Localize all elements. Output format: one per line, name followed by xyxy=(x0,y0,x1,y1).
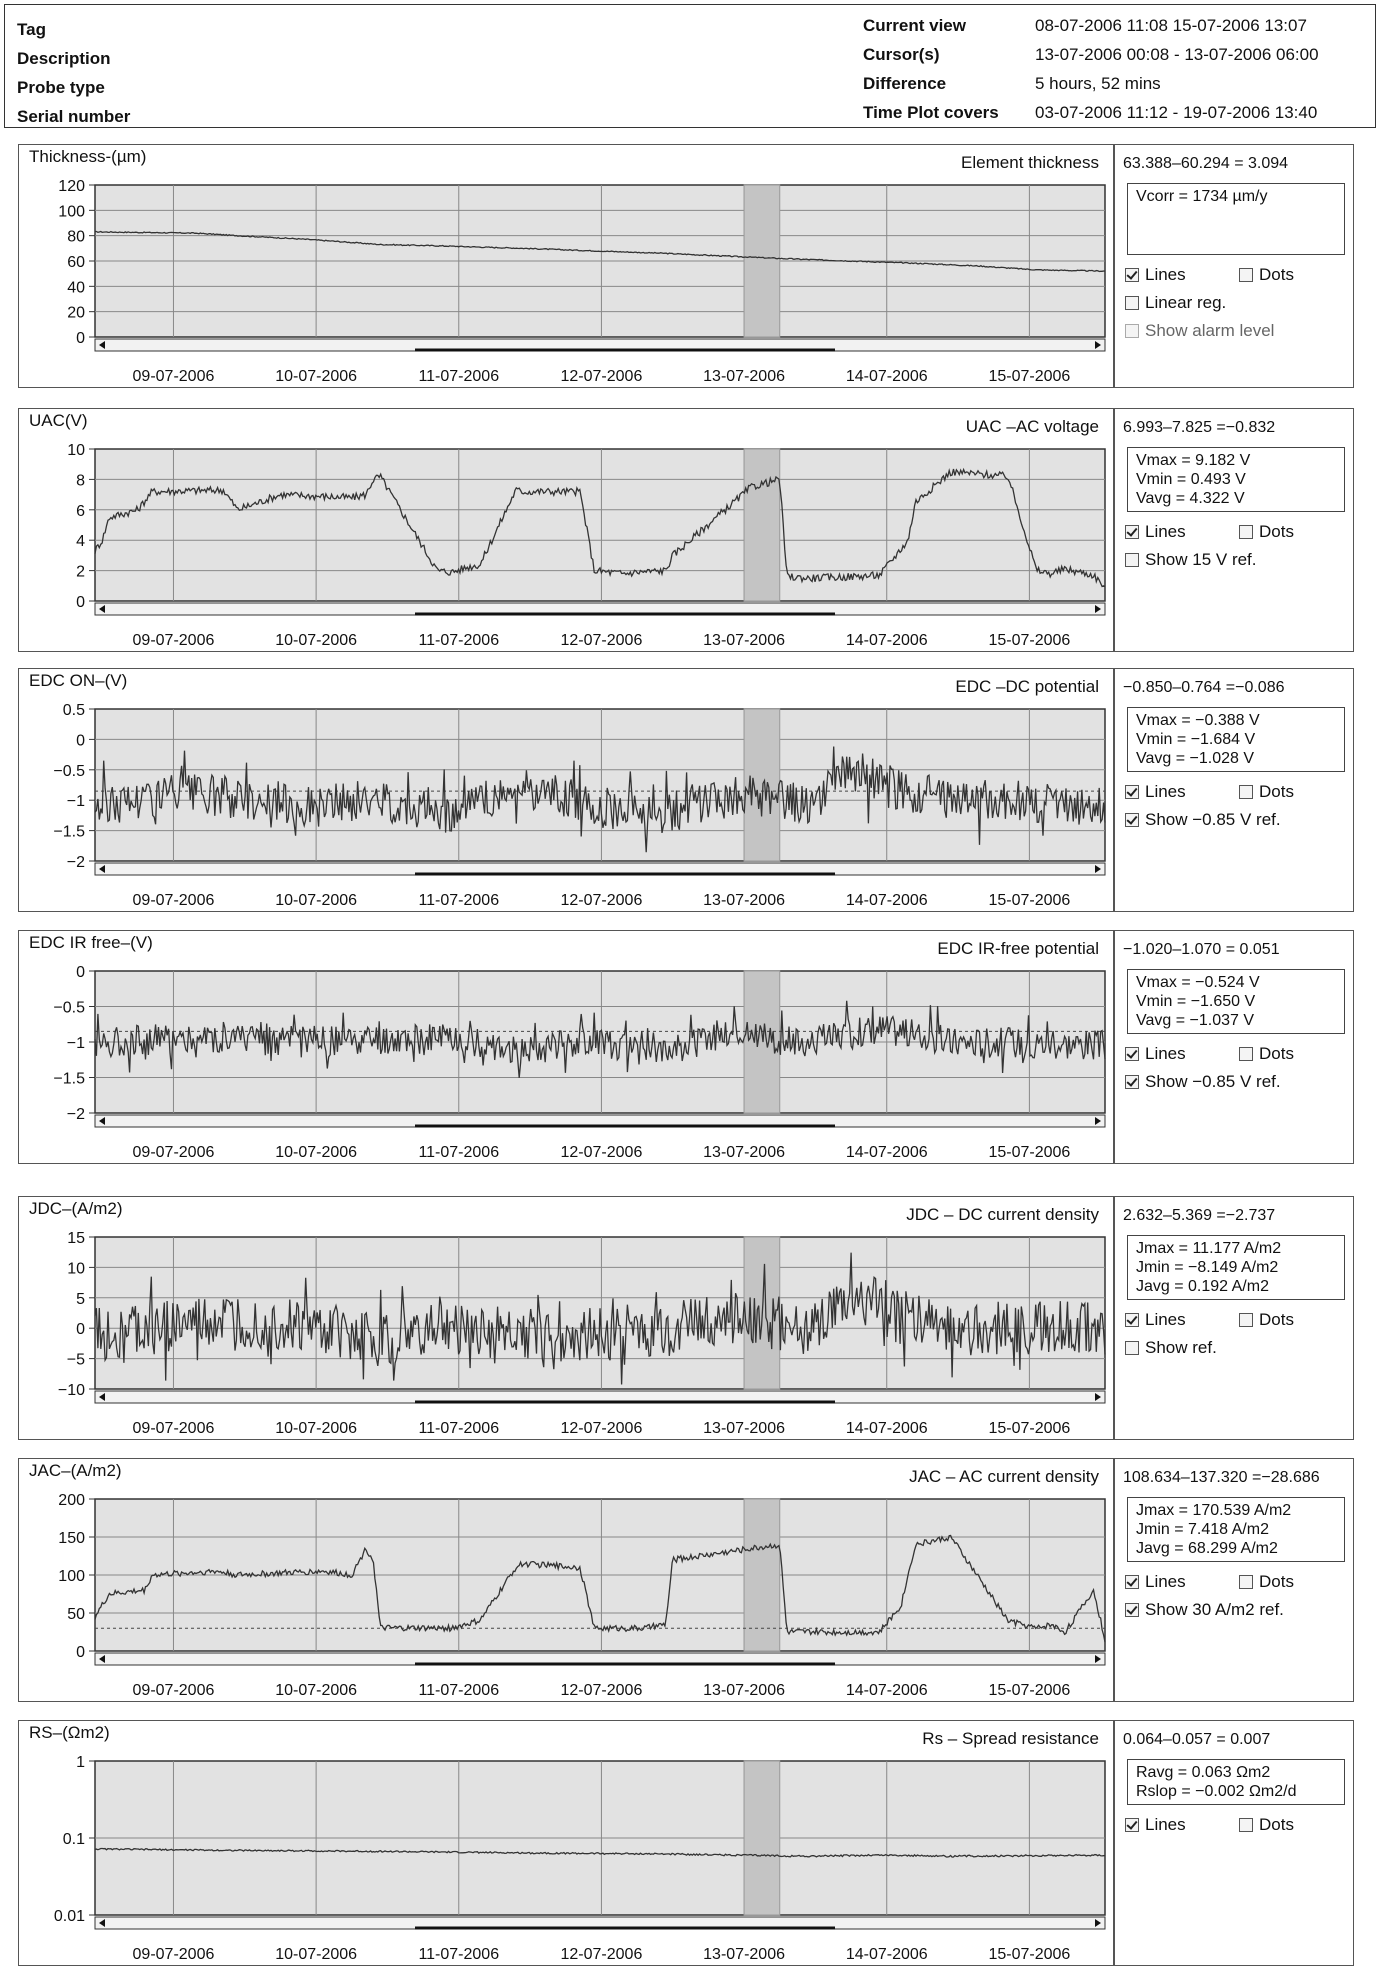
rs-option-lines[interactable] xyxy=(1125,1815,1186,1835)
option-label: Lines xyxy=(1145,265,1186,284)
header-left-labels xyxy=(17,15,130,131)
jac-ytick: 150 xyxy=(58,1530,85,1547)
edc_on-option-show-0-85-v-ref-[interactable] xyxy=(1125,810,1281,830)
thickness-cursor-difference: 63.388–60.294 = 3.094 xyxy=(1123,155,1289,172)
jdc-ytick: 15 xyxy=(67,1230,85,1247)
edc_on-xtick: 12-07-2006 xyxy=(560,892,643,909)
uac-stat-line: Vmax = 9.182 V xyxy=(1136,452,1251,469)
uac-stat-line: Vavg = 4.322 V xyxy=(1136,490,1245,507)
uac-cursor-difference: 6.993–7.825 =−0.832 xyxy=(1123,419,1276,436)
thickness-ylabel: Thickness-(µm) xyxy=(29,147,147,166)
rs-title: Rs – Spread resistance xyxy=(922,1729,1099,1748)
option-label: Show ref. xyxy=(1145,1338,1217,1357)
edc_on-xtick: 09-07-2006 xyxy=(132,892,215,909)
jdc-stat-line: Jmax = 11.177 A/m2 xyxy=(1136,1240,1282,1257)
thickness-ytick: 120 xyxy=(58,178,85,195)
jdc-ytick: −10 xyxy=(57,1382,85,1399)
thickness-panel xyxy=(18,144,1114,388)
edc_ir-xtick: 12-07-2006 xyxy=(560,1144,643,1161)
edc_on-stat-line: Vavg = −1.028 V xyxy=(1136,750,1255,767)
thickness-stat-line: Vcorr = 1734 µm/y xyxy=(1136,188,1268,205)
thickness-option-dots[interactable] xyxy=(1239,265,1294,285)
jac-ytick: 200 xyxy=(58,1492,85,1509)
checkbox-icon[interactable] xyxy=(1239,268,1253,282)
edc_ir-ytick: −2 xyxy=(66,1106,85,1123)
thickness-option-linear-reg-[interactable] xyxy=(1125,293,1226,313)
edc_on-xtick: 14-07-2006 xyxy=(845,892,928,909)
rs-cursor-difference: 0.064–0.057 = 0.007 xyxy=(1123,1731,1271,1748)
description-label: Description xyxy=(17,49,111,68)
jdc-xtick: 15-07-2006 xyxy=(988,1420,1071,1437)
jdc-xtick: 10-07-2006 xyxy=(275,1420,358,1437)
uac-ytick: 10 xyxy=(67,442,85,459)
current-view-key: Current view xyxy=(863,16,966,35)
rs-xtick: 14-07-2006 xyxy=(845,1946,928,1963)
jac-option-dots[interactable] xyxy=(1239,1572,1294,1592)
edc_on-cursor-difference: −0.850–0.764 =−0.086 xyxy=(1123,679,1285,696)
thickness-option-show-alarm-level[interactable] xyxy=(1125,321,1274,341)
time-plot-covers-value: 03-07-2006 11:12 - 19-07-2006 13:40 xyxy=(1035,103,1318,122)
thickness-cursor-band[interactable] xyxy=(744,185,780,337)
uac-option-dots[interactable] xyxy=(1239,522,1294,542)
option-label: Lines xyxy=(1145,1044,1186,1063)
uac-ytick: 8 xyxy=(76,472,85,490)
thickness-ytick: 100 xyxy=(58,203,85,221)
rs-xtick: 12-07-2006 xyxy=(560,1946,643,1963)
uac-xtick: 10-07-2006 xyxy=(275,632,358,649)
jac-stat-line: Jmax = 170.539 A/m2 xyxy=(1136,1502,1292,1519)
option-label: Lines xyxy=(1145,1572,1186,1591)
option-label: Dots xyxy=(1259,1815,1294,1834)
jdc-xtick: 11-07-2006 xyxy=(418,1420,500,1437)
edc_on-ytick: 0.5 xyxy=(62,702,85,719)
jac-ylabel: JAC–(A/m2) xyxy=(29,1461,122,1480)
jac-panel xyxy=(18,1458,1114,1702)
edc_ir-xtick: 11-07-2006 xyxy=(418,1144,500,1161)
uac-panel xyxy=(18,408,1114,652)
rs-stat-line: Ravg = 0.063 Ωm2 xyxy=(1136,1764,1271,1781)
rs-ylabel: RS–(Ωm2) xyxy=(29,1723,110,1742)
serial-number-label: Serial number xyxy=(17,107,131,126)
rs-xtick: 10-07-2006 xyxy=(275,1946,358,1963)
rs-xtick: 15-07-2006 xyxy=(988,1946,1071,1963)
checkbox-icon[interactable] xyxy=(1125,324,1139,338)
edc_ir-panel xyxy=(18,930,1114,1164)
uac-xtick: 14-07-2006 xyxy=(845,632,928,649)
jac-xtick: 13-07-2006 xyxy=(703,1682,786,1699)
jdc-stat-line: Jmin = −8.149 A/m2 xyxy=(1136,1259,1279,1276)
time-plot-covers-key: Time Plot covers xyxy=(863,103,999,122)
checkbox-icon[interactable] xyxy=(1125,1818,1139,1832)
edc_ir-title: EDC IR-free potential xyxy=(937,939,1099,958)
rs-ytick: 1 xyxy=(76,1754,85,1771)
edc_ir-cursor-difference: −1.020–1.070 = 0.051 xyxy=(1123,941,1280,958)
checkbox-icon[interactable] xyxy=(1239,785,1253,799)
uac-ytick: 4 xyxy=(76,533,85,551)
checkbox-icon[interactable] xyxy=(1239,525,1253,539)
option-label: Show −0.85 V ref. xyxy=(1145,810,1281,829)
thickness-option-lines[interactable] xyxy=(1125,265,1186,285)
edc_ir-stat-line: Vmin = −1.650 V xyxy=(1136,993,1256,1010)
edc_on-ytick: −1.5 xyxy=(53,823,85,841)
thickness-xtick: 12-07-2006 xyxy=(560,368,643,385)
edc_ir-ytick: −1.5 xyxy=(53,1070,85,1088)
uac-stat-line: Vmin = 0.493 V xyxy=(1136,471,1246,488)
checkbox-icon[interactable] xyxy=(1125,553,1139,567)
checkbox-icon[interactable] xyxy=(1125,1047,1139,1061)
edc_ir-option-lines[interactable] xyxy=(1125,1044,1186,1064)
thickness-ytick: 80 xyxy=(67,228,85,246)
jac-cursor-difference: 108.634–137.320 =−28.686 xyxy=(1123,1469,1320,1486)
edc_on-ytick: 0 xyxy=(76,732,85,750)
uac-option-lines[interactable] xyxy=(1125,522,1186,542)
jac-xtick: 09-07-2006 xyxy=(132,1682,215,1699)
difference-key: Difference xyxy=(863,74,947,93)
edc_on-ylabel: EDC ON–(V) xyxy=(29,671,128,690)
thickness-xtick: 10-07-2006 xyxy=(275,368,358,385)
option-label: Lines xyxy=(1145,1815,1186,1834)
rs-option-dots[interactable] xyxy=(1239,1815,1294,1835)
edc_ir-side-panel xyxy=(1114,930,1354,1164)
rs-xtick: 13-07-2006 xyxy=(703,1946,786,1963)
checkbox-icon[interactable] xyxy=(1125,296,1139,310)
edc_ir-xtick: 13-07-2006 xyxy=(703,1144,786,1161)
edc_on-panel xyxy=(18,668,1114,912)
edc_on-title: EDC –DC potential xyxy=(955,677,1099,696)
edc_on-xtick: 15-07-2006 xyxy=(988,892,1071,909)
jac-stats-box xyxy=(1127,1497,1345,1562)
thickness-xtick: 14-07-2006 xyxy=(845,368,928,385)
thickness-xtick: 11-07-2006 xyxy=(418,368,500,385)
rs-cursor-band[interactable] xyxy=(744,1761,780,1915)
option-label: Dots xyxy=(1259,1310,1294,1329)
jac-xtick: 12-07-2006 xyxy=(560,1682,643,1699)
thickness-ytick: 20 xyxy=(67,304,85,322)
rs-ytick: 0.01 xyxy=(53,1908,85,1925)
jdc-option-dots[interactable] xyxy=(1239,1310,1294,1330)
header-right-keys xyxy=(863,11,999,127)
edc_ir-option-dots[interactable] xyxy=(1239,1044,1294,1064)
rs-xtick: 11-07-2006 xyxy=(418,1946,500,1963)
jac-xtick: 15-07-2006 xyxy=(988,1682,1071,1699)
jdc-cursor-difference: 2.632–5.369 =−2.737 xyxy=(1123,1207,1276,1224)
jac-xtick: 11-07-2006 xyxy=(418,1682,500,1699)
jac-title: JAC – AC current density xyxy=(909,1467,1099,1486)
jdc-option-show-ref-[interactable] xyxy=(1125,1338,1217,1358)
jdc-xtick: 13-07-2006 xyxy=(703,1420,786,1437)
edc_ir-stat-line: Vmax = −0.524 V xyxy=(1136,974,1260,991)
thickness-ytick: 0 xyxy=(76,330,85,347)
option-label: Show alarm level xyxy=(1145,321,1275,340)
thickness-xtick: 09-07-2006 xyxy=(132,368,215,385)
rs-stat-line: Rslop = −0.002 Ωm2/d xyxy=(1136,1783,1297,1800)
info-header xyxy=(4,4,1376,128)
uac-side-panel xyxy=(1114,408,1354,652)
option-label: Dots xyxy=(1259,265,1294,284)
jac-option-lines[interactable] xyxy=(1125,1572,1186,1592)
uac-ylabel: UAC(V) xyxy=(29,411,88,430)
jac-option-show-30-a-m2-ref-[interactable] xyxy=(1125,1600,1284,1620)
edc_on-option-dots[interactable] xyxy=(1239,782,1294,802)
uac-ytick: 2 xyxy=(76,563,85,581)
option-label: Dots xyxy=(1259,1044,1294,1063)
checkbox-icon[interactable] xyxy=(1125,268,1139,282)
checkbox-icon[interactable] xyxy=(1125,1603,1139,1617)
uac-xtick: 12-07-2006 xyxy=(560,632,643,649)
uac-ytick: 6 xyxy=(76,502,85,520)
checkbox-icon[interactable] xyxy=(1125,1341,1139,1355)
jdc-stats-box xyxy=(1127,1235,1345,1300)
checkbox-icon[interactable] xyxy=(1125,1075,1139,1089)
edc_on-ytick: −2 xyxy=(66,854,85,871)
edc_ir-ytick: −0.5 xyxy=(53,999,85,1017)
edc_ir-xtick: 10-07-2006 xyxy=(275,1144,358,1161)
uac-option-show-15-v-ref-[interactable] xyxy=(1125,550,1257,570)
checkbox-icon[interactable] xyxy=(1125,1313,1139,1327)
edc_on-stat-line: Vmax = −0.388 V xyxy=(1136,712,1260,729)
jdc-ytick: 5 xyxy=(76,1290,85,1308)
option-label: Show 30 A/m2 ref. xyxy=(1145,1600,1284,1619)
edc_on-side-panel xyxy=(1114,668,1354,912)
jdc-ytick: −5 xyxy=(66,1351,85,1369)
edc_on-xtick: 11-07-2006 xyxy=(418,892,500,909)
jac-xtick: 10-07-2006 xyxy=(275,1682,358,1699)
jdc-title: JDC – DC current density xyxy=(906,1205,1099,1224)
edc_ir-ytick: −1 xyxy=(66,1035,85,1052)
jdc-ytick: 0 xyxy=(76,1321,85,1339)
uac-cursor-band[interactable] xyxy=(744,449,780,601)
jac-xtick: 14-07-2006 xyxy=(845,1682,928,1699)
option-label: Dots xyxy=(1259,782,1294,801)
uac-xtick: 13-07-2006 xyxy=(703,632,786,649)
rs-panel xyxy=(18,1720,1114,1966)
thickness-ytick: 40 xyxy=(67,279,85,297)
option-label: Dots xyxy=(1259,522,1294,541)
jdc-stat-line: Javg = 0.192 A/m2 xyxy=(1136,1278,1269,1295)
option-label: Show 15 V ref. xyxy=(1145,550,1257,569)
checkbox-icon[interactable] xyxy=(1239,1818,1253,1832)
current-view-value: 08-07-2006 11:08 15-07-2006 13:07 xyxy=(1035,16,1307,35)
thickness-xtick: 13-07-2006 xyxy=(703,368,786,385)
jdc-xtick: 12-07-2006 xyxy=(560,1420,643,1437)
thickness-title: Element thickness xyxy=(961,153,1099,172)
jdc-ylabel: JDC–(A/m2) xyxy=(29,1199,123,1218)
edc_on-ytick: −0.5 xyxy=(53,762,85,780)
uac-title: UAC –AC voltage xyxy=(965,417,1099,436)
uac-xtick: 09-07-2006 xyxy=(132,632,215,649)
checkbox-icon[interactable] xyxy=(1239,1047,1253,1061)
header-right-values xyxy=(1035,11,1319,127)
option-label: Linear reg. xyxy=(1145,293,1227,312)
checkbox-icon[interactable] xyxy=(1125,525,1139,539)
jac-side-panel xyxy=(1114,1458,1354,1702)
jdc-side-panel xyxy=(1114,1196,1354,1440)
jdc-panel xyxy=(18,1196,1114,1440)
thickness-side-panel xyxy=(1114,144,1354,388)
edc_on-ytick: −1 xyxy=(66,793,85,811)
edc_ir-option-show-0-85-v-ref-[interactable] xyxy=(1125,1072,1281,1092)
jdc-xtick: 14-07-2006 xyxy=(845,1420,928,1437)
rs-ytick: 0.1 xyxy=(62,1831,85,1848)
option-label: Dots xyxy=(1259,1572,1294,1591)
option-label: Lines xyxy=(1145,782,1186,801)
edc_ir-ylabel: EDC IR free–(V) xyxy=(29,933,153,952)
checkbox-icon[interactable] xyxy=(1125,1575,1139,1589)
jac-stat-line: Jmin = 7.418 A/m2 xyxy=(1136,1521,1269,1538)
option-label: Lines xyxy=(1145,1310,1186,1329)
jac-ytick: 50 xyxy=(67,1606,85,1623)
option-label: Lines xyxy=(1145,522,1186,541)
thickness-stats-box xyxy=(1127,183,1345,255)
jdc-ytick: 10 xyxy=(67,1260,85,1278)
thickness-ytick: 60 xyxy=(67,254,85,271)
thickness-xtick: 15-07-2006 xyxy=(988,368,1071,385)
jac-ytick: 0 xyxy=(76,1644,85,1661)
cursors-value: 13-07-2006 00:08 - 13-07-2006 06:00 xyxy=(1035,45,1319,64)
edc_ir-xtick: 14-07-2006 xyxy=(845,1144,928,1161)
checkbox-icon[interactable] xyxy=(1239,1313,1253,1327)
tag-label: Tag xyxy=(17,20,46,39)
rs-side-panel xyxy=(1114,1720,1354,1966)
uac-stats-box xyxy=(1127,447,1345,512)
edc_ir-stats-box xyxy=(1127,969,1345,1034)
edc_ir-xtick: 09-07-2006 xyxy=(132,1144,215,1161)
edc_ir-stat-line: Vavg = −1.037 V xyxy=(1136,1012,1255,1029)
rs-xtick: 09-07-2006 xyxy=(132,1946,215,1963)
jac-stat-line: Javg = 68.299 A/m2 xyxy=(1136,1540,1278,1557)
difference-value: 5 hours, 52 mins xyxy=(1035,74,1161,93)
checkbox-icon[interactable] xyxy=(1239,1575,1253,1589)
edc_on-stats-box xyxy=(1127,707,1345,772)
jac-ytick: 100 xyxy=(58,1568,85,1585)
uac-ytick: 0 xyxy=(76,594,85,611)
edc_on-xtick: 13-07-2006 xyxy=(703,892,786,909)
edc_on-option-lines[interactable] xyxy=(1125,782,1186,802)
rs-stats-box xyxy=(1127,1759,1345,1805)
jdc-xtick: 09-07-2006 xyxy=(132,1420,215,1437)
probe-type-label: Probe type xyxy=(17,78,105,97)
edc_on-xtick: 10-07-2006 xyxy=(275,892,358,909)
edc_ir-ytick: 0 xyxy=(76,964,85,981)
checkbox-icon[interactable] xyxy=(1125,813,1139,827)
uac-xtick: 11-07-2006 xyxy=(418,632,500,649)
checkbox-icon[interactable] xyxy=(1125,785,1139,799)
option-label: Show −0.85 V ref. xyxy=(1145,1072,1281,1091)
jdc-option-lines[interactable] xyxy=(1125,1310,1186,1330)
edc_ir-xtick: 15-07-2006 xyxy=(988,1144,1071,1161)
edc_on-stat-line: Vmin = −1.684 V xyxy=(1136,731,1256,748)
cursors-key: Cursor(s) xyxy=(863,45,940,64)
uac-xtick: 15-07-2006 xyxy=(988,632,1071,649)
